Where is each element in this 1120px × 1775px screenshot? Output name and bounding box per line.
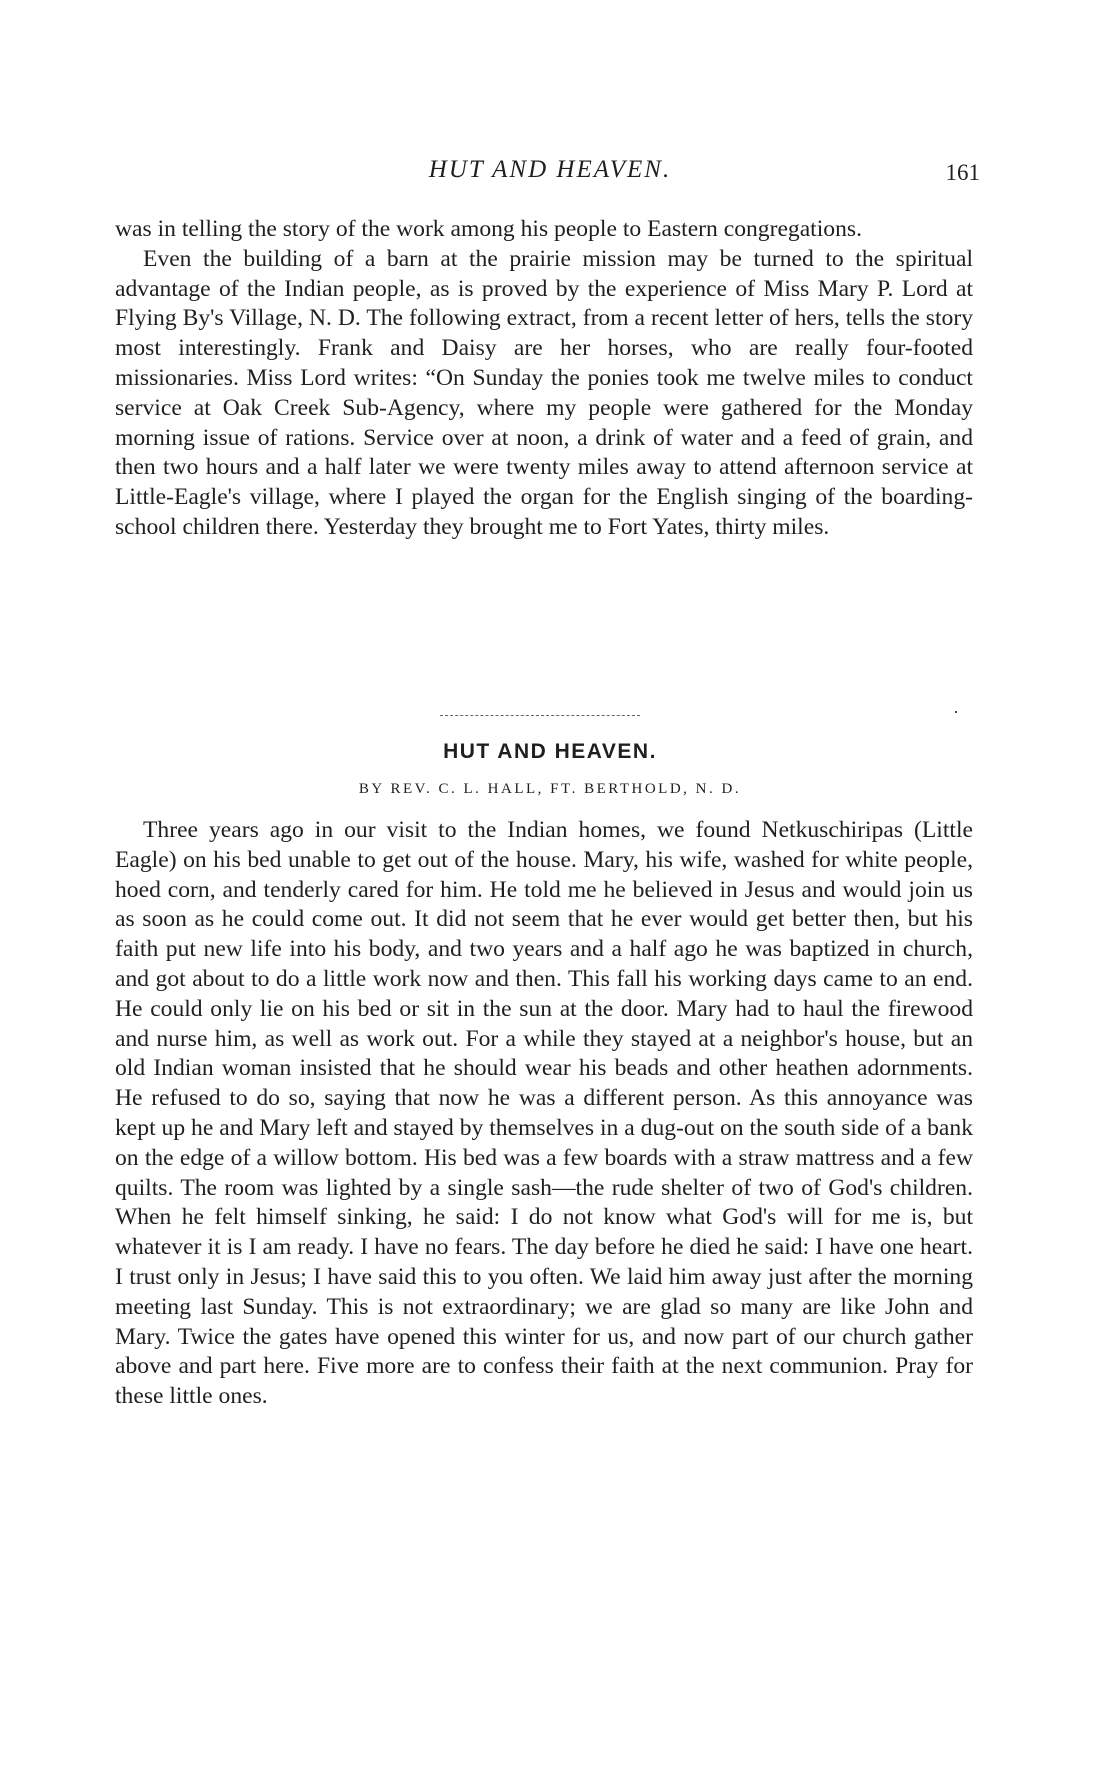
paragraph-continuation: was in telling the story of the work among his people to Eastern congregations. — [115, 216, 862, 242]
running-head — [120, 148, 980, 188]
continued-text — [115, 215, 973, 543]
page-number: 161 — [945, 160, 980, 185]
article-paragraph: Three years ago in our visit to the Indian homes, we found Netkuschiripas (Little Eagle) on his bed unable to get out of the house. Mary, his wife, washed for white people, hoed corn, and tenderly cared for him. He told me he believed in Jesus and would join us as soon as he could come out. It did not seem that he ever would get better then, but his faith put new life into his body, and two years and a half ago he was baptized in church, and got about to do a little work now and then. This fall his working days came to an end. He could only lie on his bed or sit in the sun at the door. Mary had to haul the firewood and nurse him, as well as work out. For a while they stayed at a neighbor's house, but an old Indian woman insisted that he should wear his beads and other heathen adornments. He refused to do so, saying that now he was a different person. As this annoyance was kept up he and Mary left and stayed by themselves in a dug-out on the south side of a bank on the edge of a willow bottom. His bed was a few boards with a straw mattress and a few quilts. The room was lighted by a single sash—the rude shelter of two of God's children. When he felt himself sinking, he said: I do not know what God's will for me is, but whatever it is I am ready. I have no fears. The day before he died he said: I have one heart. I trust only in Jesus; I have said this to you often. We laid him away just after the morning meeting last Sunday. This is not extraordinary; we are glad so many are like John and Mary. Twice the gates have opened this winter for us, and now part of our church gather above and part here. Five more are to confess their faith at the next communion. Pray for these little ones. — [115, 817, 973, 1410]
paragraph-barn-mission: Even the building of a barn at the prairie mission may be turned to the spiritual advantage of the Indian people, as is proved by the experience of Miss Mary P. Lord at Flying By's Village, N. D. The following extract, from a recent letter of hers, tells the story most interestingly. Frank and Daisy are her horses, who are really four-footed missionaries. Miss Lord writes: “On Sunday the ponies took me twelve miles to conduct service at Oak Creek Sub-Agency, where my people were gathered for the Monday morning issue of rations. Service over at noon, a drink of water and a feed of grain, and then two hours and a half later we were twenty miles away to attend afternoon service at Little-Eagle's village, where I played the organ for the English singing of the boarding-school children there. Yesterday they brought me to Fort Yates, thirty miles. — [115, 245, 973, 540]
running-title: HUT AND HEAVEN. — [428, 156, 672, 183]
article-body — [115, 816, 973, 1412]
article-title: HUT AND HEAVEN. — [443, 740, 657, 763]
section-divider — [440, 715, 640, 717]
divider-mark — [955, 711, 957, 713]
article-byline: BY REV. C. L. HALL, FT. BERTHOLD, N. D. — [358, 781, 742, 797]
